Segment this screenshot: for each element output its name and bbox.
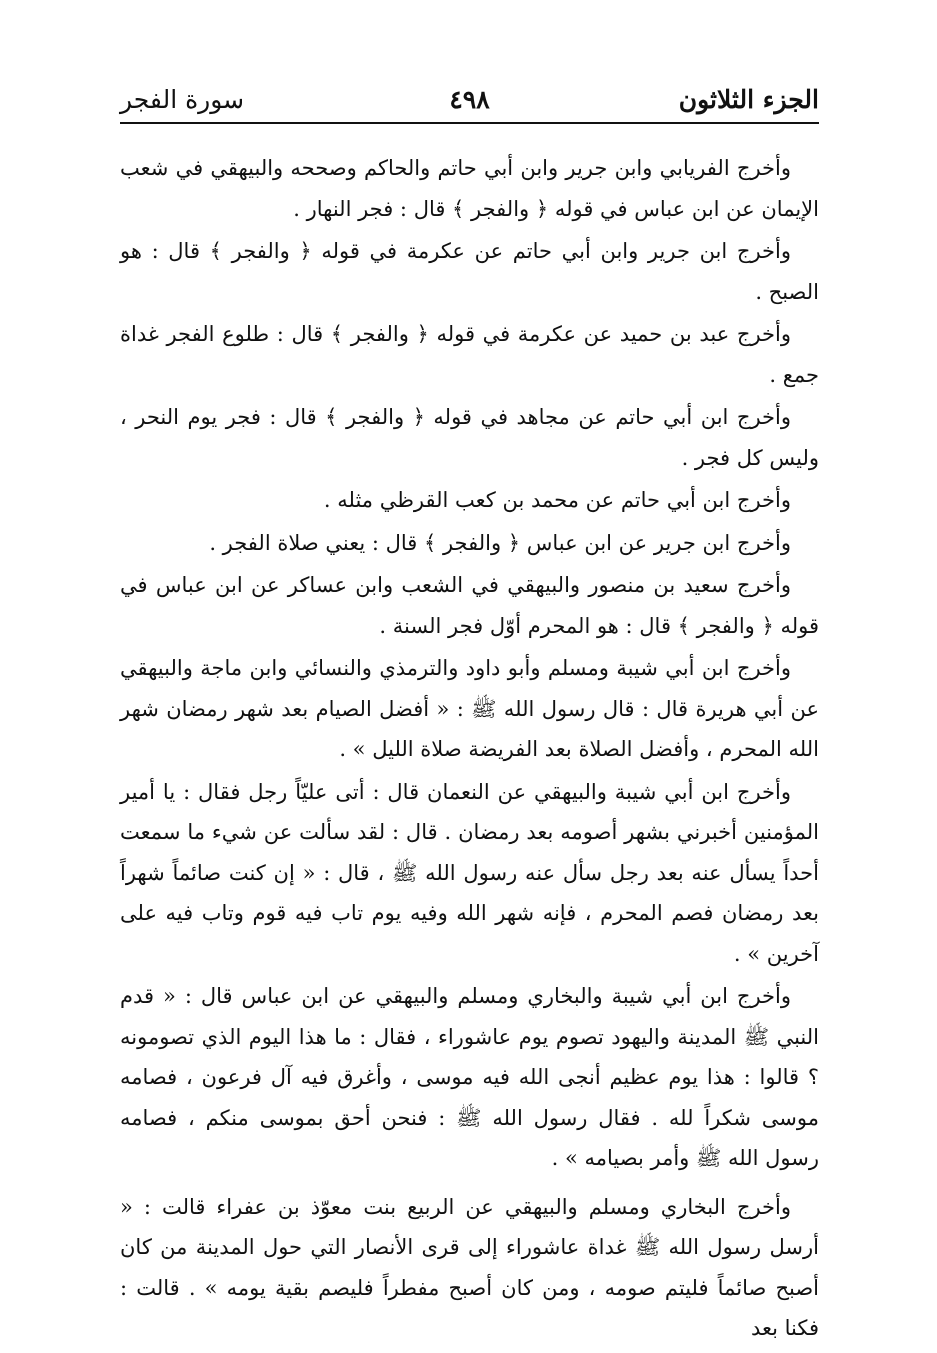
paragraph: وأخرج البخاري ومسلم والبيهقي عن الربيع بنت معوّذ بن عفراء قالت : « أرسل رسول الله ﷺ غداة عاشوراء إلى قرى الأنصار التي حول المدينة من كان أصبح صائماً فليتم صومه ، ومن كان أصبح مفطراً فليصم بقية يومه » . قالت : فكنا بعد: [120, 1194, 819, 1340]
paragraph: وأخرج ابن أبي حاتم عن محمد بن كعب القرظي مثله .: [323, 488, 791, 512]
paragraph: وأخرج ابن أبي حاتم عن مجاهد في قوله ﴿ والفجر ﴾ قال : فجر يوم النحر ، وليس كل فجر .: [120, 405, 819, 470]
paragraph: وأخرج ابن أبي شيبة والبيهقي عن النعمان قال : أتى عليّاً رجل فقال : يا أمير المؤمنين أخبرني بشهر أصومه بعد رمضان . قال : لقد سألت عن شيء ما سمعت أحداً يسأل عنه بعد رجل سأل عنه رسول الله ﷺ ، قال : « إن كنت صائماً شهراً بعد رمضان فصم المحرم ، فإنه شهر الله وفيه يوم تاب فيه قوم وتاب فيه على آخرين » .: [120, 779, 819, 966]
paragraph: وأخرج ابن أبي شيبة والبخاري ومسلم والبيهقي عن ابن عباس قال : « قدم النبي ﷺ المدينة واليهود تصوم يوم عاشوراء ، فقال : ما هذا اليوم الذي تصومونه ؟ قالوا : هذا يوم عظيم أنجى الله فيه موسى ، وأغرق فيه آل فرعون ، فصامه موسى شكراً لله . فقال رسول الله ﷺ : فنحن أحق بموسى منكم ، فصامه رسول الله ﷺ وأمر بصيامه » .: [120, 984, 819, 1170]
page-header: [120, 80, 819, 120]
running-head-part: الجزء الثلاثون: [678, 85, 819, 114]
paragraph: وأخرج عبد بن حميد عن عكرمة في قوله ﴿ والفجر ﴾ قال : طلوع الفجر غداة جمع .: [120, 322, 819, 387]
paragraph: وأخرج ابن جرير وابن أبي حاتم عن عكرمة في قوله ﴿ والفجر ﴾ قال : هو الصبح .: [120, 239, 819, 304]
header-rule: [120, 122, 819, 124]
paragraph: وأخرج سعيد بن منصور والبيهقي في الشعب وابن عساكر عن ابن عباس في قوله ﴿ والفجر ﴾ قال : هو المحرم أوّل فجر السنة .: [120, 573, 819, 638]
paragraph: وأخرج ابن جرير عن ابن عباس ﴿ والفجر ﴾ قال : يعني صلاة الفجر .: [209, 530, 791, 555]
running-head-surah: سورة الفجر: [120, 85, 245, 114]
page-body: [120, 148, 819, 1351]
page-number: ٤٩٨: [449, 85, 490, 114]
paragraph: وأخرج ابن أبي شيبة ومسلم وأبو داود والترمذي والنسائي وابن ماجة والبيهقي عن أبي هريرة قال : قال رسول الله ﷺ : « أفضل الصيام بعد شهر رمضان شهر الله المحرم ، وأفضل الصلاة بعد الفريضة صلاة الليل » .: [120, 656, 819, 761]
paragraph: وأخرج الفريابي وابن جرير وابن أبي حاتم والحاكم وصححه والبيهقي في شعب الإيمان عن ابن عباس في قوله ﴿ والفجر ﴾ قال : فجر النهار .: [120, 156, 819, 221]
